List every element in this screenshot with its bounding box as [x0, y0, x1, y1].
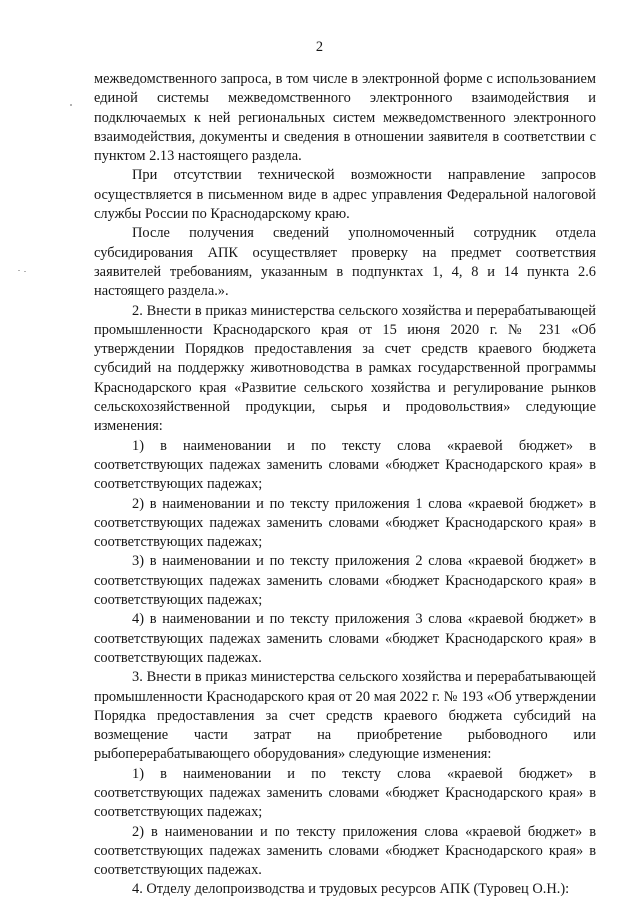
scan-speck: [24, 271, 26, 272]
list-item: 1) в наименовании и по тексту слова «краевой бюджет» в соответствующих падежах заменить словами «бюджет Краснодарского края» в соответствующих падежах;: [94, 437, 596, 493]
scan-speck: [18, 270, 20, 271]
scan-speck: [70, 104, 72, 106]
paragraph: 3. Внести в приказ министерства сельского хозяйства и перерабатывающей промышленности Краснодарского края от 20 мая 2022 г. № 193 «Об утверждении Порядка предоставления за счет средств краевого бюджета субсидий на возмещение части затрат на приобретение рыбоводного или рыбоперерабатывающего оборудования» следующие изменения:: [94, 669, 596, 763]
list-item: 1) в наименовании и по тексту слова «краевой бюджет» в соответствующих падежах заменить словами «бюджет Краснодарского края» в соответствующих падежах;: [94, 765, 596, 821]
list-item: 4) в наименовании и по тексту приложения 3 слова «краевой бюджет» в соответствующих падежах заменить словами «бюджет Краснодарского края» в соответствующих падежах.: [94, 611, 596, 666]
paragraph: 4. Отделу делопроизводства и трудовых ресурсов АПК (Туровец О.Н.):: [132, 881, 570, 898]
paragraph: межведомственного запроса, в том числе в электронной форме с использованием единой системы межведомственного электронного взаимодействия и подключаемых к ней региональных систем межведомственного электронного взаимодействия, документы и сведения в отношении заявителя в соответствии с пунктом 2.13 настоящего раздела.: [94, 71, 596, 165]
list-item: 2) в наименовании и по тексту приложения слова «краевой бюджет» в соответствующих падежах заменить словами «бюджет Краснодарского края» в соответствующих падежах.: [94, 823, 596, 879]
document-body: [94, 70, 596, 900]
page-number: 2: [315, 39, 324, 55]
paragraph: При отсутствии технической возможности направление запросов осуществляется в письменном виде в адрес управления Федеральной налоговой службы России по Краснодарскому краю.: [94, 167, 596, 223]
paragraph: 2. Внести в приказ министерства сельского хозяйства и перерабатывающей промышленности Краснодарского края от 15 июня 2020 г. № 231 «Об утверждении Порядков предоставления за счет средств краевого бюджета субсидий на поддержку животноводства в рамках государственной программы Краснодарского края «Развитие сельского хозяйства и регулирование рынков сельскохозяйственной продукции, сырья и продовольствия» следующие изменения:: [94, 302, 596, 435]
paragraph: После получения сведений уполномоченный сотрудник отдела субсидирования АПК осуществляет проверку на предмет соответствия заявителей требованиям, указанным в подпунктах 1, 4, 8 и 14 пункта 2.6 настоящего раздела.».: [94, 225, 596, 300]
list-item: 2) в наименовании и по тексту приложения 1 слова «краевой бюджет» в соответствующих падежах заменить словами «бюджет Краснодарского края» в соответствующих падежах;: [94, 495, 596, 551]
list-item: 3) в наименовании и по тексту приложения 2 слова «краевой бюджет» в соответствующих падежах заменить словами «бюджет Краснодарского края» в соответствующих падежах;: [94, 553, 596, 609]
